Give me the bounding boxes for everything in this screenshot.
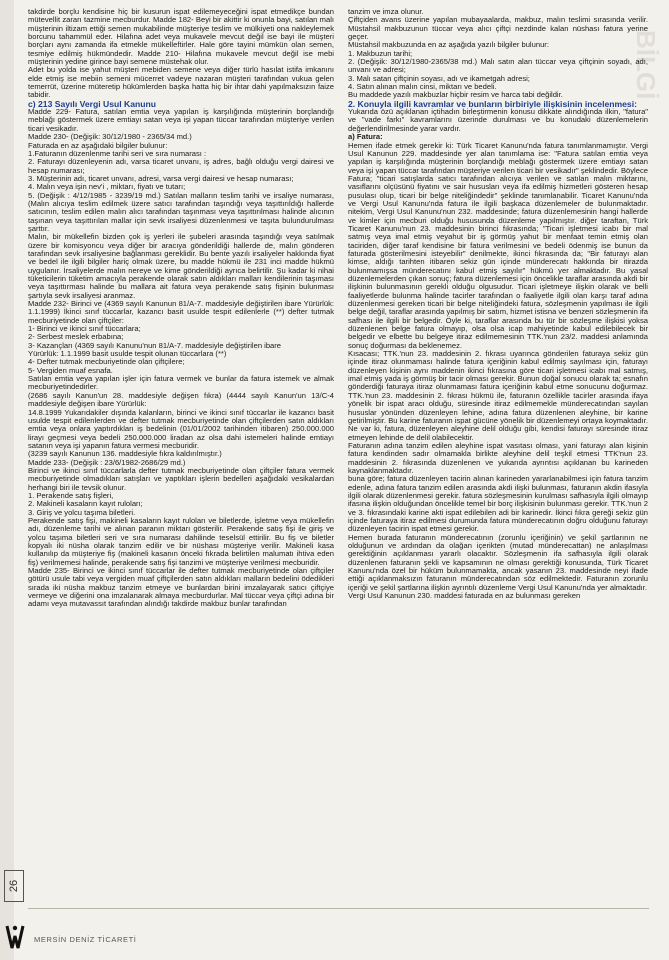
paragraph: Madde 235- Birinci ve ikinci sınıf tüccarlar ile defter tutmak mecburiyetinde olan çiftçiler götürü usule tabi veya vergiden muaf çiftçilerden satın aldıkları malların bedelini ödedikleri sırada iki nüsha makbuz tanzim etmeye ve bunlardan birini imzalayarak satıcı çiftçiye vermeye ve diğerini ona imzalanarak almaya mecburdurlar. Mal tüccar veya çiftçi adına bir adamı veya mutavassıt tarafından alındığı takdirde makbuz bunlar tarafından [28, 566, 334, 609]
section-heading: c) 213 Sayılı Vergi Usul Kanunu [28, 98, 156, 109]
paragraph: Kısacası; TTK.'nun 23. maddesinin 2. fıkrası uyarınca gönderilen faturaya sekiz gün içinde itiraz olunmaması halinde fatura içeriğinin kabul edilmiş sayılması için, faturayı düzenleyen kişinin aynı maddenin ikinci fıkrasına göre ticari işletmesi icabı mal satmış, imal etmiş yada iş görmüş bir tacir olması gerekir. Bunun doğal sonucu olarak ta; esnafın gönderdiği faturaya itiraz olunmaması fatura içeriğinin kabul etme sonucunu doğurmaz. TTK.'nun 23. maddesinin 2. fıkrası hükmü ile, faturanın özellikle tacirler arasında ifaya yönelik bir ispat aracı olduğu, süresinde itiraz edilmemekle münderecatından sayılan hususlar yönünden düzenleyen lehine, adına fatura düzenlenen aleyhine, bir karine getirilmiştir. Bu karine faturanın ispat gücüne yönelik bir düzenlemeyi ortaya koymaktadır. Ne var ki, fatura, düzenleyen aleyhine delil olduğu gibi, kendisi faturayı süresinde itiraz etmeyen lehinde de delil olabilecektir. [348, 349, 648, 442]
paragraph: 3- Kazançları (4369 sayılı Kanunu'nun 81/A-7. maddesiyle değiştirilen ibare [28, 340, 282, 350]
paragraph: Madde 233- (Değişik : 23/6/1982-2686/29 md.) [28, 457, 186, 467]
paragraph: 2. Faturayı düzenleyenin adı, varsa ticaret unvanı, iş adres, bağlı olduğu vergi dairesi ve hesap numarası; [28, 157, 334, 175]
subsection-heading: a) Fatura: [348, 132, 383, 142]
paragraph: Hemen ifade etmek gerekir ki: Türk Ticaret Kanunu'nda fatura tanımlanmamıştır. Vergi Usul Kanunun 229. maddesinde yer alan tanımlama ise: "Fatura satılan emtia veya yapılan iş karşılığında müşterinin borçlandığı meblağı göstermek üzere emtiayı satan veya işi yapan tüccar tarafından müşteriye verilen ticari bir vesikadır" şeklindedir. Böylece Fatura; "ticari satışlarda satıcı tarafından alıcıya verilen ve satılan malın miktarını, vasıflarını olçüsünü fiyatını ve sair hususları veya ifa edilmiş hizmetleri gösteren hesap pusulası olup, ticari bir belge niteliğindedir" şeklinde tanımlanabilir. Ticaret Kanunu'nda ve Vergi Usul Kanunu'nda fatura ile ilgili başkaca düzenlemeler de bulunmaktadır. nitekim, Vergi Usul Kanunu'nun 232. maddesinde; fatura düzenlemesinin hangi hallerde ve kimler için mecburi olduğu hususunda düzenleme yapılmıştır. diğer taraftan, Türk Ticaret Kanunu'nun 23. maddesinin birinci fıkrasında; "Ticari işletmesi icabı bir mal satmış veya imal etmiş veyahut bir iş görmüş yahut bir menfaat temin etmiş olan taciriden, diğer taraf kendisine bir fatura verilmesini ve bedeli ödenmiş ise bunun da faturada gösterilmesini isteyebilir" denilmekte, ikinci fıkrasında da; "Bir faturayı alan kimse, aldığı tarihten itibaren sekiz gün içinde münderecatı hakkında bir itirazda bulunmamışsa münderecatını kabul etmiş sayılır" hükmü yer almaktadır. Bu yasal düzenlemelerden çıkan sonuç; fatura düzenlemesi için öncelikle taraflar arasında akdi bir ilişkinin bulunmasının gerekli olduğu olgusudur. Ticari işletmeye ilişkin olarak ve belli faaliyetlerde bulunma halinde tacirler tarafından o faaliyetle ilgili olan karşı taraf adına düzenlenmesi gereken ticari bir belge niteliğindeki fatura, sözleşmenin yapılması ile ilgili belge değil, taraflar arasında yapılmış bir satım, hizmet istisna ve benzeri sözleşmenin ifa safhası ile ilgili bir belgedir. Öyle ki, taraflar arasında bu tür bir sözleşme ilişkisi yoksa düzenlenen belge fatura olmayıp, olsa olsa icap mahiyetinde kabul edilebilecek bir belgedir ve elbette bu belgeye itiraz edilmemesinin TTK.'nun 23/2. maddesi anlamında sonuç doğurması da beklenemez. [348, 140, 648, 350]
paragraph: Yukarıda özü açıklanan içtihadın birleştirmenin konusu dikkate alındığında ilkin, "fatura" ve "vade farkı" kavramlarını üzerinde durulması ve bu konudaki düzenlemelerin değerlendirilmesinde yarar vardır. [348, 107, 648, 133]
paragraph: Malın, bir mükellefin bizden çok iş yerleri ile şubeleri arasında taşındığı veya satılmak üzere bir komisyoncu veya diğer bir aracıya gönderildiği hallerde de, malın gönderen tarafından sevk irsaliyesine bağlanması gereklidir. Bu bente yazılı irsaliyeler hakkında fiyat ve bedel ile ilgili bilgiler hariç olmak üzere, bu madde hükmü ile 231 inci madde hükmü uygulanır. İrsaliyelerde malın nereye ve kime gönderildiği ayrıca belirtilir. Şu kadar ki nihai tüketicilerin tüketim amacıyla perakende olarak satın aldıkları malları kendilerinin taşıması veya taşıttırması halinde bu mallara ait fatura veya perakende satış fişinin bulunması şartıyla sevk irsaliyesi aranmaz. [28, 232, 334, 300]
paragraph: tanzim ve imza olunur. [348, 8, 424, 16]
paragraph: Adet bu yolda ise yahut müşteri mebiden semene veya diğer türlü hasılat istifa imkanını elde etmiş ise mebiin semeni mücerret vadeye nazaran müşteri tarafından vukua gelen temerrüt, üzerine müteretip hükümlerden başka hatta hiç bir ihtar dahi yapılmaksızın faize tabidir. [28, 65, 334, 100]
paragraph: Yürürlük: 1.1.1999 basit usulde tespit olunan tüccarlara (**) [28, 349, 227, 359]
paragraph: Bu maddede yazılı makbuzlar hiçbir resim ve harca tabi değildir. [348, 90, 563, 100]
paragraph: 4. Malın veya işin nev'i , miktarı, fiyatı ve tutarı; [28, 182, 186, 192]
page-number: 26 [8, 879, 20, 893]
section-heading: 2. Konuyla ilgili kavramlar ve bunların birbiriyle ilişkisinin incelenmesi: [348, 98, 637, 109]
paragraph: Madde 229- Fatura, satılan emtia veya yapılan iş karşılığında müşterinin borçlandığı meblağı göstermek üzere emtiayı satan veya işi yapan tüccar tarafından müşteriye verilen ticari vesikadır. [28, 107, 334, 133]
magazine-name: MERSİN DENİZ TİCARETİ [34, 935, 137, 944]
paragraph: 3. Giriş ve yolcu taşıma biletleri. [28, 507, 136, 517]
paragraph: buna göre; fatura düzenleyen tacirin alınan karineden yararlanabilmesi için fatura tanzim edenle, adına fatura tanzim edilen arasında akdi ilişki bulunması, faturanın akdin ifasıyla ilgili olarak düzenlenmesi gerekir. fatura sözleşmesinin kurulması safhasıyla ilgili olmayıp ifasına ilişkin olduğundan öncelikle temel bir borç ilişkisinin bulunması gerekir. TTK.'nun 2 ve 3. fıkrasındaki karine akti ispat edilebilen adi bir karinedir. İkinci fıkra gereği sekiz gün içinde faturaya itiraz edilmesi durumunda fatura münderecatının doğru olduğunu faturayı düzenleyen tacirin ispat etmesi gerekir. [348, 474, 648, 534]
background-watermark: BİLGİ [631, 30, 661, 100]
paragraph: 2. Makineli kasaların kayıt ruloları; [28, 499, 143, 509]
footer-rule [28, 908, 649, 909]
paragraph: Satılan emtia veya yapılan işler için fatura vermek ve bunlar da fatura istemek ve almak mecburiyetindedirler. [28, 374, 334, 392]
paragraph: 1- Birinci ve ikinci sınıf tüccarlara; [28, 324, 141, 334]
magazine-logo-icon [4, 922, 26, 952]
paragraph: 14.8.1999 Yukarıdakiler dışında kalanların, birinci ve ikinci sınıf tüccarlar ile kazancı basit usulde tespit edilenlerden ve defter tutmak mecburiyetinde olan çiftçilerden satın aldıkları emtia veya onlara yaptırdıkları iş bedelinin (01/01/2002 tarihinden itibaren) 250.000.000 lirayı geçmesi veya bedeli 250.000.000 liradan az olsa dahi istemeleri halinde emtiayı satanın veya işi yapanın fatura vermesi mecburidir. [28, 407, 334, 450]
paragraph: Faturanın adına tanzim edilen aleyhine ispat vasıtası olması, yani faturayı alan kişinin fatura kendinden sadır olmamakla birlikte aleyhine delil teşkil etmesi TTK'nun 23. maddesinin 2. fıkrasında düzenlenen ve yukarıda ayrıntısı açıklanan bu karineden kaynaklanmaktadır. [348, 440, 648, 475]
paragraph: 5- Vergiden muaf esnafa. [28, 365, 113, 375]
paragraph: Perakende satış fişi, makineli kasaların kayıt ruloları ve biletlerde, işletme veya mükellefin adı, düzenleme tarihi ve alınan paranın miktarı gösterilir. Perakende satış fişi ile giriş ve yolcu taşıma biletleri seri ve sıra numarası dahilinde teselsül ettirilir. Bu fiş ve biletler kopyalı iki nüsha olarak tanzim edilir ve bir nüshası müşteriye verilir. Makineli kasa kullanılıp da müşteriye fiş (makineli kasanın önceki fıkrada belirtilen malumatı ihtiva eden fiş) verilmemesi halinde, perakende satış fişi tanzimi ve müşteriye verilmesi mecburidir. [28, 515, 334, 567]
paragraph: 2- Serbest meslek erbabına; [28, 332, 124, 342]
paragraph: 3. Malı satan çiftçinin soyası, adı ve ikametgah adresi; [348, 73, 530, 83]
paragraph: 2. (Değişik: 30/12/1980-2365/38 md.) Malı satın alan tüccar veya çiftçinin soyadı, adı, unvanı ve adresi; [348, 57, 648, 75]
paragraph: (2686 sayılı Kanun'un 28. maddesiyle değişen fıkra) (4444 sayılı Kanun'un 13/C-4 maddesiyle değişen ibare Yürürlük: [28, 390, 334, 409]
paragraph: Madde 232- Birinci ve (4369 sayılı Kanunun 81/A-7. maddesiyle değiştirilen ibare Yürürlük: 1.1.1999) İkinci sınıf tüccarlar, kazancı basit usulde tespit edilenlerle (**) defter tutmak mecburiyetinde olan çiftçiler: [28, 299, 334, 325]
paragraph: takdirde borçlu kendisine hiç bir kusurun ispat edilemeyeceğini ispat etmedikçe bundan mütevellit zararı tazmine mecburdur. Madde 182- Beyi bir akittir ki onunla bayi, satılan malı müşterinin iltizam ettiği semen mukabilinde müşteriye teslim ve mülkiyeti ona nakleylemek borcunu tahammül eder. Hilafına adet veya mukavele mevcut değil ise bayi ile müşteri borçları aynı zamanda ifa etmekle mükelleftirler. Hale göre tayini mümkün olan semen, tesmiye edilmiş hükmündedir. Madde 210- Hilafına mukavele mevcut değil ise mebi müşterinin yedine girince bayi semene müstehak olur. [28, 8, 334, 67]
page-edge-strip [0, 0, 14, 960]
page-number-box [4, 870, 24, 902]
right-text-column [348, 8, 648, 898]
paragraph: Birinci ve ikinci sınıf tüccarlarla defter tutmak mecburiyetinde olan çiftçiler fatura vermek mecburiyetinde olmadıkları satışları ve yaptıkları işlerin bedelleri aşağıdaki vesikalardan herhangi biri ile tevsik olunur. [28, 465, 334, 492]
paragraph: 3. Müşterinin adı, ticaret unvanı, adresi, varsa vergi dairesi ve hesap numarası; [28, 173, 294, 183]
left-text-column [28, 8, 334, 898]
paragraph: (3239 sayılı Kanunun 136. maddesiyle fıkra kaldırılmıştır.) [28, 449, 222, 459]
paragraph: 4. Satın alınan malın cinsi, miktarı ve bedeli. [348, 82, 497, 92]
paragraph: Madde 230- (Değişik: 30/12/1980 - 2365/34 md.) [28, 132, 192, 142]
paragraph: 1. Makbuzun tarihi; [348, 48, 413, 58]
paragraph: Hemen burada faturanın münderecatının (zorunlu içeriğinin) ve şekil şartlarının ne olduğunun ve ardından da olağan içerikten (mutad münderecattan) ne anlaşılması gerektiğinin açıklanması yararlı olacaktır. Sözleşmenin ifa safhasıyla ilgili olarak düzenlenen faturanın şekli ve kapsamının ne olması gerektiği konusunda, Türk Ticaret Kanunu'nda özel bir hüküm bulunmamakta, ancak yasanın 23. maddesinde neyi ifade ettiği açıklanmaksızın faturanın münderecatından söz edilmektedir. Faturanın zorunlu içeriği ve şekil şartlarına ilişkin ayrıntılı düzenleme Vergi Usul Kanunu'nda yer almaktadır. [348, 532, 648, 592]
paragraph: Çiftçiden avans üzerine yapılan mubayaalarda, makbuz, malın teslimi sırasında verilir. Müstahsil makbuzunun tüccar veya alıcı çiftçi nezdinde kalan nüshası fatura yerine geçer. [348, 15, 648, 42]
paragraph: Vergi Usul Kanunun 230. maddesi faturada en az bulunması gereken [348, 591, 581, 601]
paragraph: 1.Faturanın düzenlenme tarihi seri ve sıra numarası : [28, 148, 207, 158]
paragraph: 4- Defter tutmak mecburiyetinde olan çiftçilere; [28, 357, 185, 367]
paragraph: Faturada en az aşağıdaki bilgiler bulunur: [28, 140, 168, 150]
paragraph: 5. (Değişik : 4/12/1985 - 3239/19 md.) Satılan malların teslim tarihi ve irsaliye numarası, (Malın alıcıya teslim edilmek üzere satıcı tarafından taşındığı veya taşıttırıldığı hallerde satıcının, teslim edilen malın alıcı tarafından taşınması veya taşıttırılması halinde alıcının taşınan veya taşıttırılan mallar için sevk irsaliyesi düzenlenmesi ve taşıta bulundurulması şarttır. [28, 190, 334, 233]
paragraph: 1. Perakende satış fişleri, [28, 490, 114, 500]
paragraph: Müstahsil makbuzunda en az aşağıda yazılı bilgiler bulunur: [348, 40, 549, 50]
